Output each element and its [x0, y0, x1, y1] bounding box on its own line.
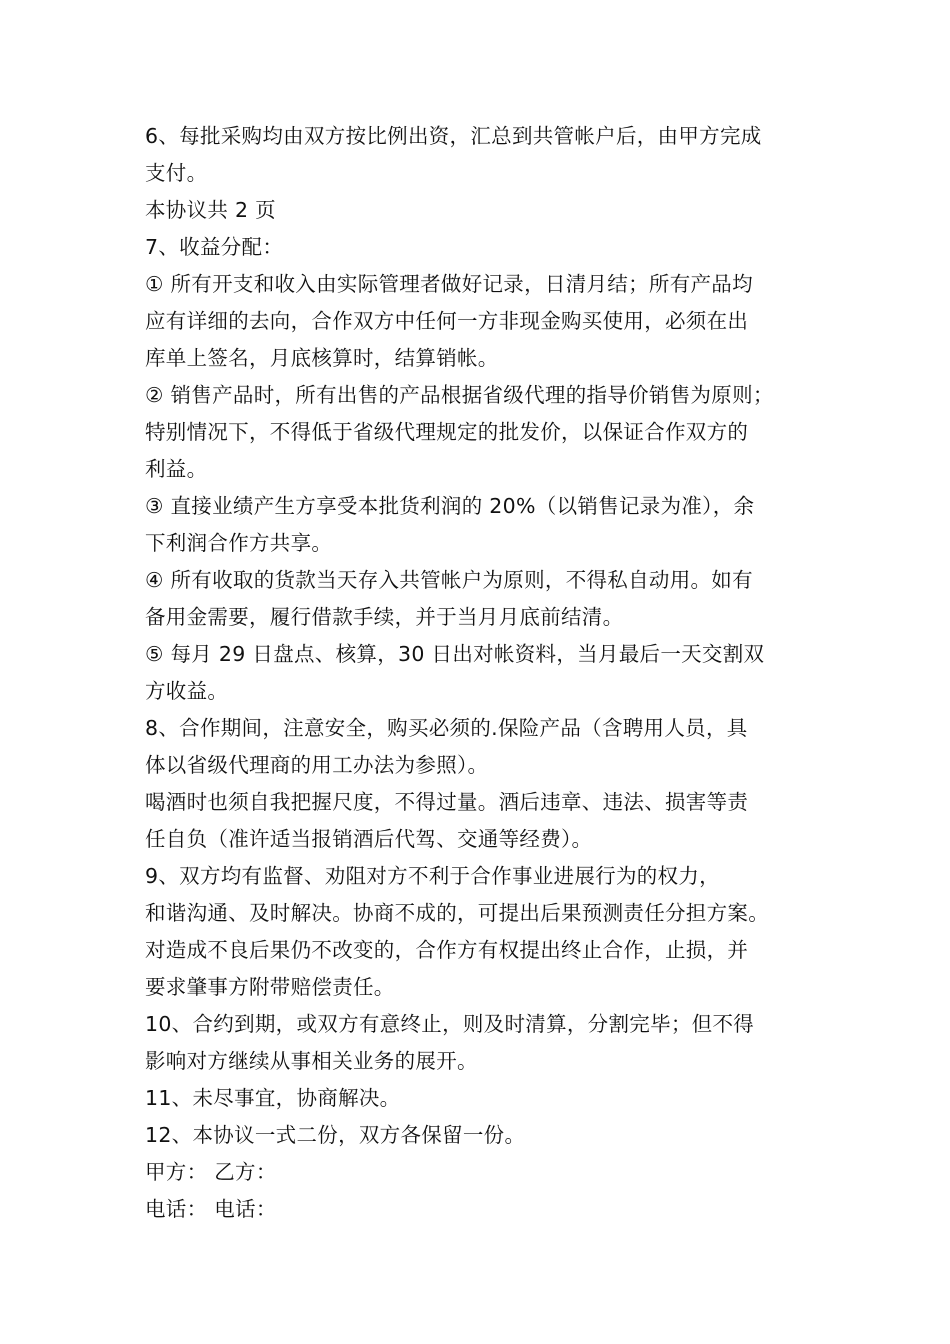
clause-10-line-1: 10、合约到期，或双方有意终止，则及时清算，分割完毕；但不得: [145, 1012, 755, 1036]
clause-8-line-2: 体以省级代理商的用工办法为参照）。: [145, 753, 489, 777]
clause-6-line-1: 6、每批采购均由双方按比例出资，汇总到共管帐户后，由甲方完成: [145, 124, 762, 148]
clause-7-item-4-line-1: ④ 所有收取的货款当天存入共管帐户为原则，不得私自动用。如有: [145, 568, 753, 592]
clause-7-item-4-line-2: 备用金需要，履行借款手续，并于当月月底前结清。: [145, 605, 624, 629]
phone-line: 电话： 电话：: [145, 1197, 277, 1221]
clause-7-item-2-line-3: 利益。: [145, 457, 208, 481]
clause-7-item-1-line-2: 应有详细的去向，合作双方中任何一方非现金购买使用，必须在出: [145, 309, 749, 333]
clause-7-item-3-line-1: ③ 直接业绩产生方享受本批货利润的 20%（以销售记录为准），余: [145, 494, 755, 518]
clause-8-line-1: 8、合作期间，注意安全，购买必须的.保险产品（含聘用人员，具: [145, 716, 748, 740]
clause-10-line-2: 影响对方继续从事相关业务的展开。: [145, 1049, 478, 1073]
clause-7-item-1-line-3: 库单上签名，月底核算时，结算销帐。: [145, 346, 499, 370]
clause-7-item-5-line-2: 方收益。: [145, 679, 229, 703]
clause-9-line-3: 对造成不良后果仍不改变的，合作方有权提出终止合作，止损，并: [145, 938, 749, 962]
clause-7-item-3-line-2: 下利润合作方共享。: [145, 531, 333, 555]
clause-7-item-1-line-1: ① 所有开支和收入由实际管理者做好记录，日清月结；所有产品均: [145, 272, 753, 296]
clause-7-item-2-line-1: ② 销售产品时，所有出售的产品根据省级代理的指导价销售为原则；: [145, 383, 774, 407]
clause-9-line-1: 9、双方均有监督、劝阻对方不利于合作事业进展行为的权力，: [145, 864, 720, 888]
clause-12: 12、本协议一式二份，双方各保留一份。: [145, 1123, 526, 1147]
signature-parties-line: 甲方： 乙方：: [145, 1160, 277, 1184]
clause-7-item-2-line-2: 特别情况下，不得低于省级代理规定的批发价，以保证合作双方的: [145, 420, 749, 444]
clause-11: 11、未尽事宜，协商解决。: [145, 1086, 401, 1110]
clause-9-line-4: 要求肇事方附带赔偿责任。: [145, 975, 395, 999]
page-count-note: 本协议共 2 页: [145, 198, 276, 222]
clause-8-line-3: 喝酒时也须自我把握尺度，不得过量。酒后违章、违法、损害等责: [145, 790, 749, 814]
clause-7-item-5-line-1: ⑤ 每月 29 日盘点、核算，30 日出对帐资料，当月最后一天交割双: [145, 642, 765, 666]
clause-7-heading: 7、收益分配：: [145, 235, 284, 259]
clause-8-line-4: 任自负（准许适当报销酒后代驾、交通等经费）。: [145, 827, 593, 851]
clause-6-line-2: 支付。: [145, 161, 208, 185]
clause-9-line-2: 和谐沟通、及时解决。协商不成的，可提出后果预测责任分担方案。: [145, 901, 769, 925]
